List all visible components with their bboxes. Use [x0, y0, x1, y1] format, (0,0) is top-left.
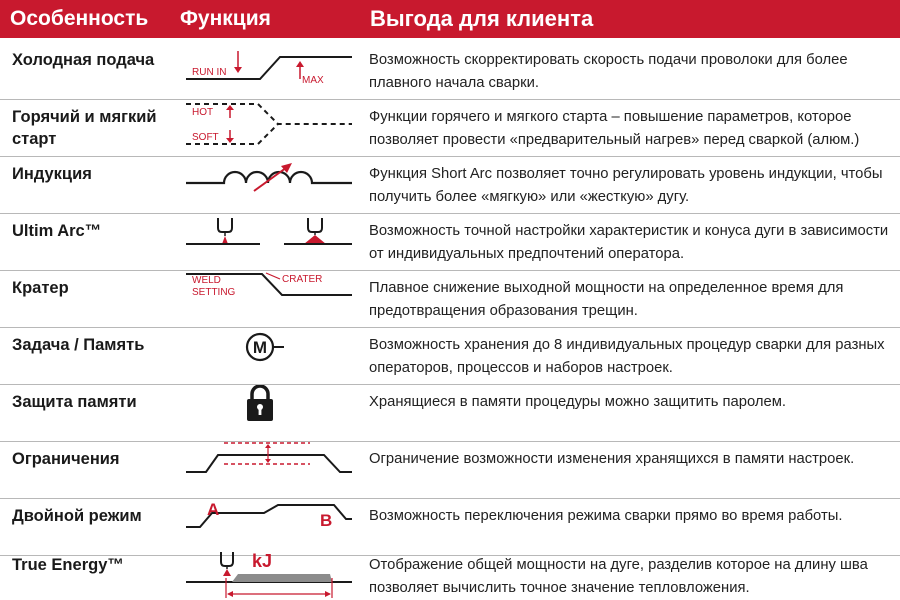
run-in-diagram-icon: [180, 43, 360, 100]
header-benefit: Выгода для клиента: [370, 6, 594, 31]
header-feature: Особенность: [10, 7, 149, 30]
label-weld: WELD: [192, 275, 221, 286]
lock-icon: [180, 385, 360, 442]
hot-soft-start-diagram-icon: [180, 100, 360, 157]
label-setting: SETTING: [192, 287, 236, 298]
feature-name: Холодная подача: [12, 51, 155, 69]
feature-name: Индукция: [12, 165, 92, 183]
row-crater: [0, 271, 900, 328]
true-energy-diagram-icon: [180, 548, 360, 600]
feature-description: Возможность хранения до 8 индивидуальных процедур сварки для разных операторов, процессов и наборов настроек.: [369, 337, 885, 376]
feature-name: Ultim Arc™: [12, 222, 102, 240]
inductor-coil-icon: [180, 157, 360, 214]
label-soft: SOFT: [192, 132, 219, 143]
feature-name: Горячий и мягкий старт: [12, 108, 157, 148]
feature-name: Двойной режим: [12, 507, 142, 525]
feature-description: Хранящиеся в памяти процедуры можно защитить паролем.: [369, 394, 787, 410]
label-b: B: [320, 511, 333, 530]
label-run-in: RUN IN: [192, 67, 227, 78]
feature-name: Ограничения: [12, 450, 120, 468]
feature-description: Ограничение возможности изменения хранящихся в памяти настроек.: [369, 451, 855, 467]
table-header: [0, 0, 900, 38]
limits-diagram-icon: [180, 442, 360, 499]
row-memory-protection: [0, 385, 900, 442]
header-function: Функция: [180, 7, 271, 30]
label-m: M: [252, 338, 268, 357]
feature-name: Защита памяти: [12, 393, 137, 411]
row-cold-feed: [0, 43, 900, 100]
label-hot: HOT: [192, 107, 214, 118]
row-task-memory: [0, 328, 900, 385]
label-crater: CRATER: [282, 274, 323, 285]
row-true-energy: [0, 548, 900, 600]
memory-m-icon: [180, 328, 360, 385]
label-a: A: [207, 500, 220, 519]
feature-description: Функция Short Arc позволяет точно регулировать уровень индукции, чтобы получить более «мягкую» или «жесткую» дугу.: [369, 166, 883, 205]
arc-cone-diagram-icon: [180, 214, 360, 271]
crater-diagram-icon: [180, 271, 360, 328]
row-induction: [0, 157, 900, 214]
label-max: MAX: [302, 75, 324, 86]
feature-description: Возможность скорректировать скорость подачи проволоки для более плавного начала сварки.: [369, 52, 848, 91]
row-ultim-arc: [0, 214, 900, 271]
label-kj: kJ: [252, 551, 273, 571]
feature-name: Задача / Память: [12, 336, 145, 354]
row-limits: [0, 442, 900, 499]
feature-description: Функции горячего и мягкого старта – повышение параметров, которое позволяет провести «предварительный нагрев» перед сваркой (алюм.): [369, 109, 860, 148]
feature-description: Возможность точной настройки характеристик и конуса дуги в зависимости от индивидуальных предпочтений оператора.: [369, 223, 889, 262]
feature-description: Отображение общей мощности на дуге, разделив которое на длину шва позволяет вычислить точное значение тепловложения.: [369, 557, 868, 596]
feature-name: True Energy™: [12, 556, 124, 574]
feature-description: Плавное снижение выходной мощности на определенное время для предотвращения образования трещин.: [369, 280, 844, 319]
feature-name: Кратер: [12, 279, 69, 297]
feature-description: Возможность переключения режима сварки прямо во время работы.: [369, 508, 843, 524]
row-hot-soft-start: [0, 100, 900, 157]
